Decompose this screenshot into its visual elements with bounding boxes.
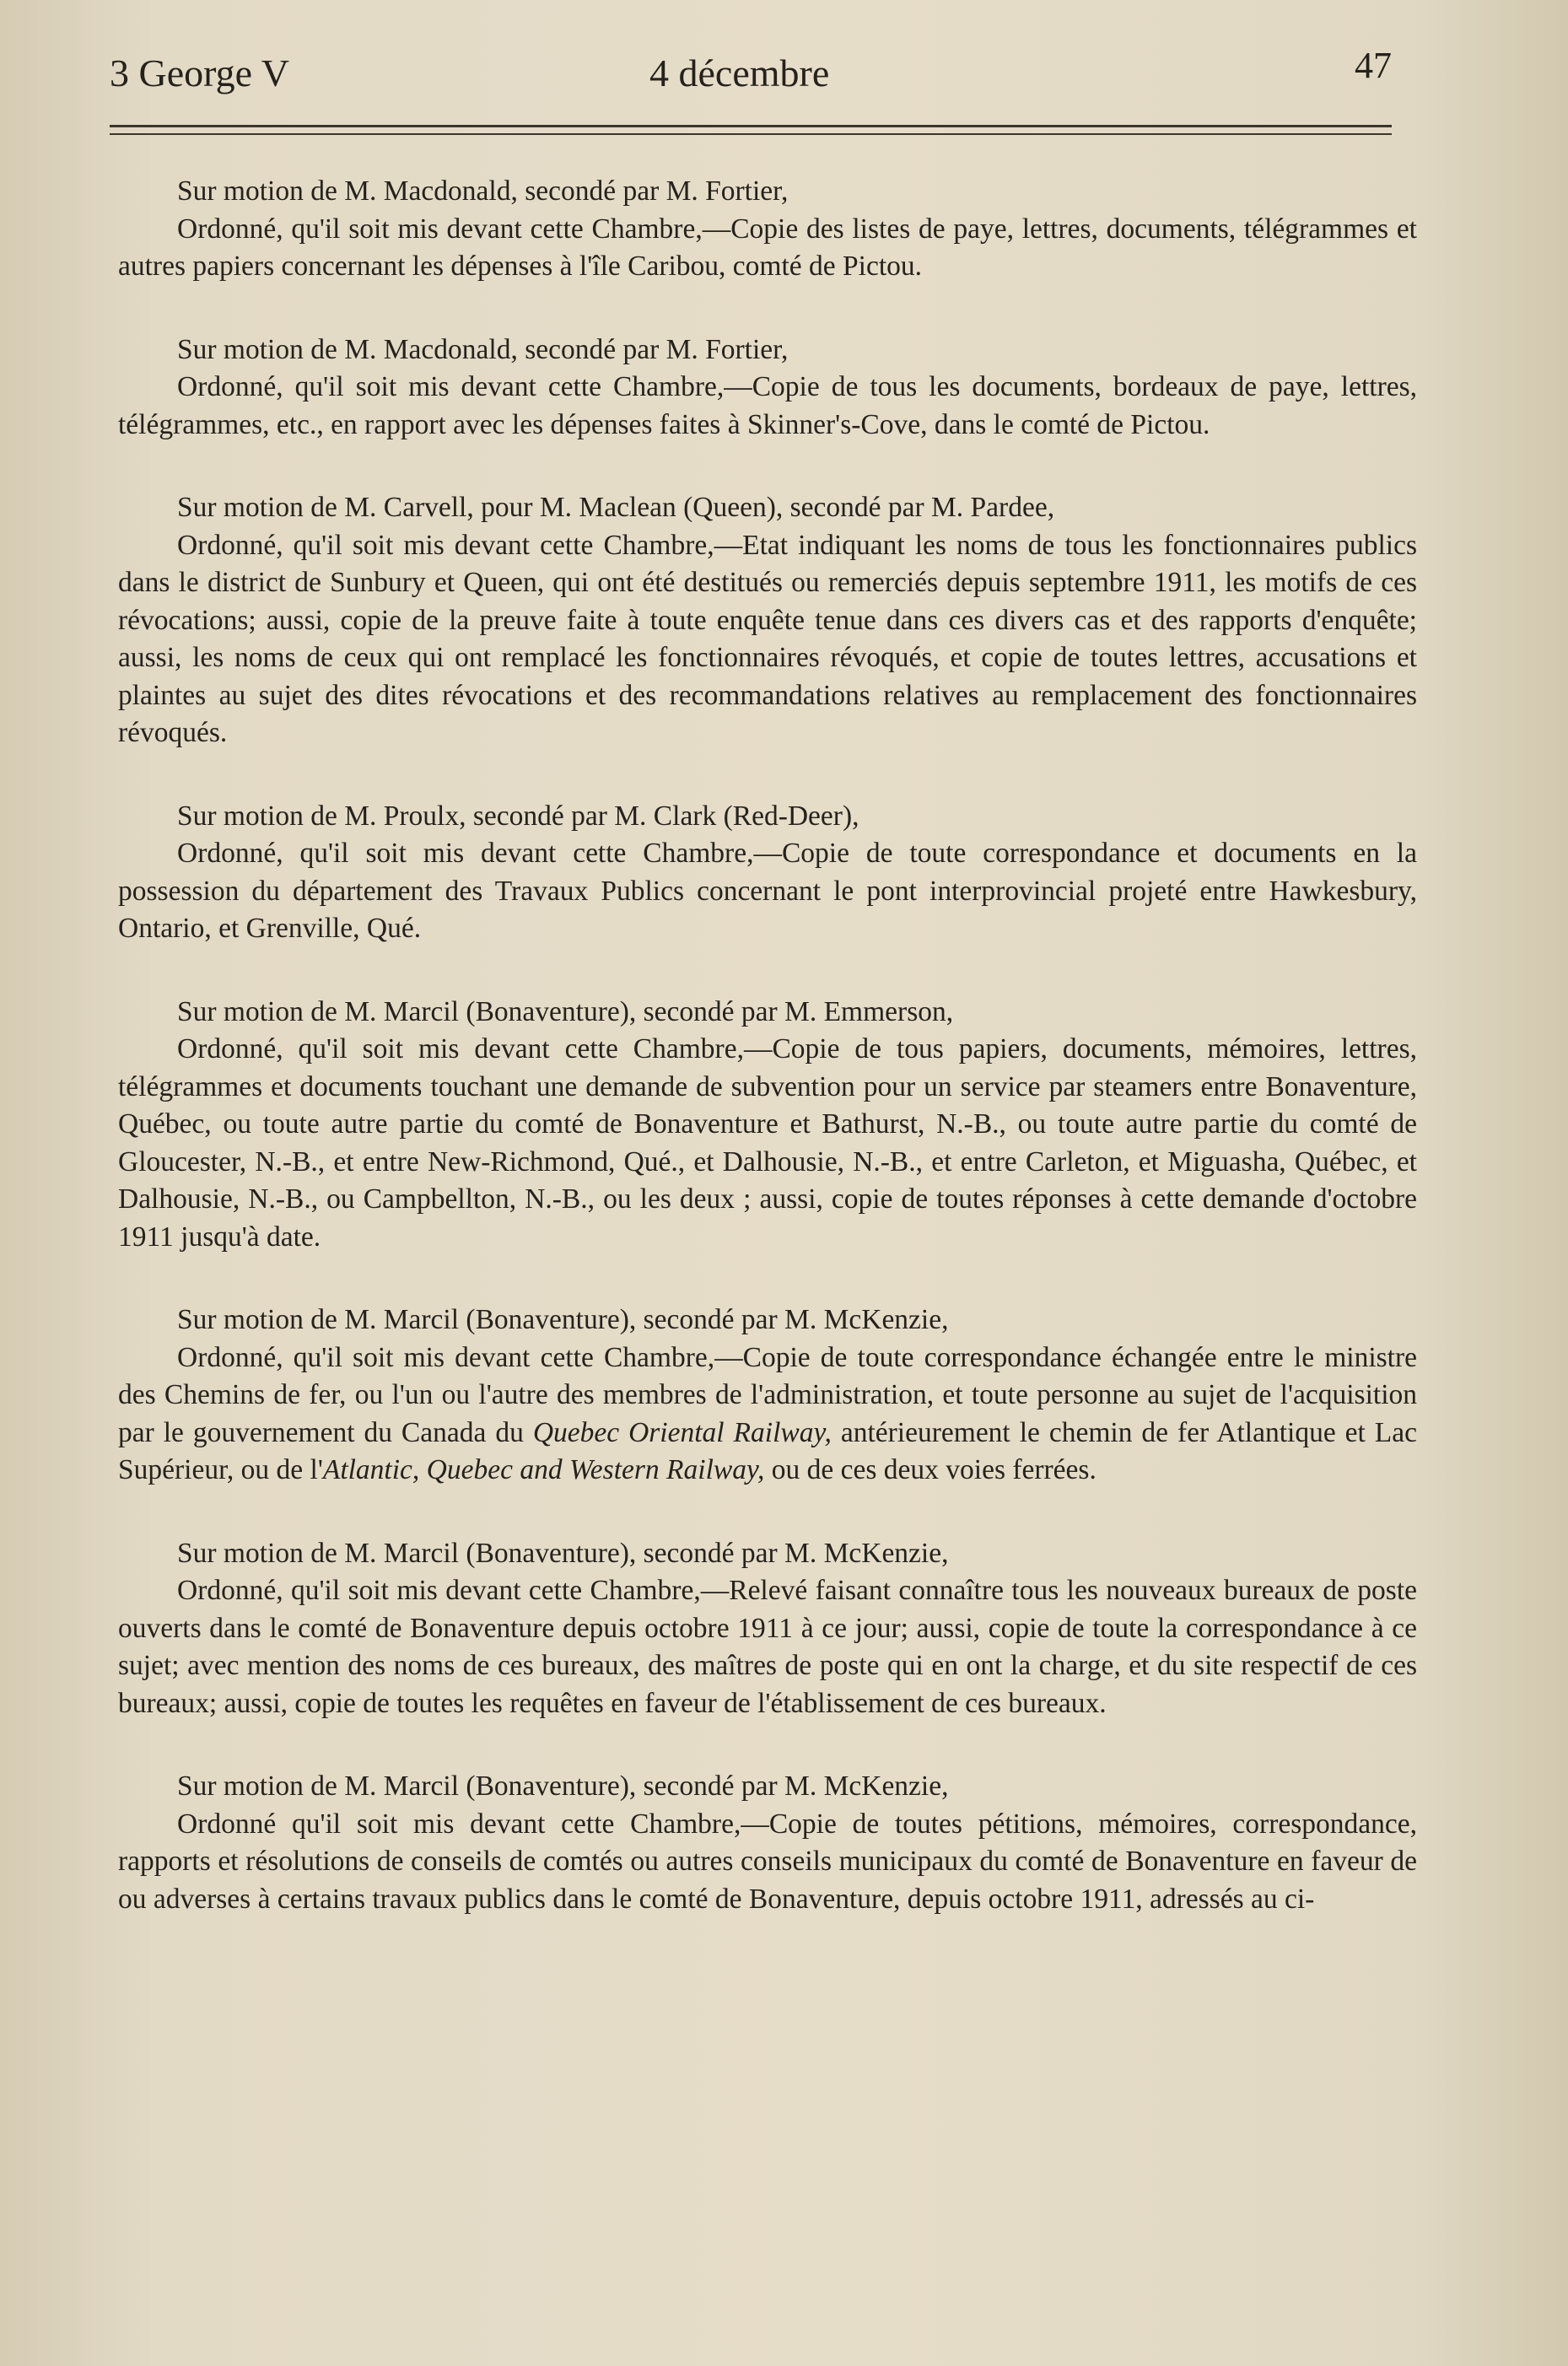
order-text: Ordonné, qu'il soit mis devant cette Chambre,—Copie des listes de paye, lettres, documents, télégrammes et autres papiers concernant les dépenses à l'île Caribou, comté de Pictou. bbox=[118, 213, 1417, 282]
motion-line: Sur motion de M. Marcil (Bonaventure), secondé par M. McKenzie, bbox=[177, 1304, 949, 1335]
motion-line: Sur motion de M. Marcil (Bonaventure), secondé par M. McKenzie, bbox=[177, 1537, 949, 1569]
order-text: Ordonné, qu'il soit mis devant cette Chambre,—Copie de toute correspondance et documents en la possession du département des Travaux Publics concernant le pont interprovincial projeté entre Hawkesbury, Ontario, et Grenville, Qué. bbox=[118, 838, 1417, 944]
motion-entry bbox=[118, 1302, 1417, 1490]
motion-entry bbox=[118, 331, 1417, 445]
order-text-part: antérieurement le chemin de fer Atlantique et Lac Supérieur, ou de l' bbox=[118, 1416, 1418, 1485]
order-text: Ordonné, qu'il soit mis devant cette Chambre,—Relevé faisant connaître tous les nouveaux bureaux de poste ouverts dans le comté de Bonaventure depuis octobre 1911 à ce jour; aussi, copie de toute la correspondance à ce sujet; avec mention des noms de ces bureaux, des maîtres de poste qui en ont la charge, et du site respectif de ces bureaux; aussi, copie de toutes les requêtes en faveur de l'établissement de ces bureaux. bbox=[118, 1575, 1417, 1719]
page-header bbox=[110, 44, 1392, 103]
page-date: 4 décembre bbox=[649, 51, 830, 94]
motion-entry bbox=[118, 994, 1417, 1257]
motion-entry bbox=[118, 1768, 1417, 1918]
motion-line: Sur motion de M. Macdonald, secondé par M. Fortier, bbox=[177, 175, 789, 207]
motion-line: Sur motion de M. Macdonald, secondé par M. Fortier, bbox=[177, 333, 789, 365]
motion-line: Sur motion de M. Proulx, secondé par M. Clark (Red-Deer), bbox=[177, 800, 859, 832]
order-text bbox=[118, 1339, 1417, 1490]
order-text: Ordonné qu'il soit mis devant cette Chambre,—Copie de toutes pétitions, mémoires, correspondance, rapports et résolutions de conseils de comtés ou autres conseils municipaux du comté de Bonaventure en faveur de ou adverses à certains travaux publics dans le comté de Bonaventure, depuis octobre 1911, adressés au ci- bbox=[118, 1808, 1417, 1915]
page-number: 47 bbox=[1355, 45, 1392, 86]
order-text: Ordonné, qu'il soit mis devant cette Chambre,—Copie de tous les documents, bordeaux de paye, lettres, télégrammes, etc., en rapport avec les dépenses faites à Skinner's-Cove, dans le comté de Pictou. bbox=[118, 371, 1417, 440]
railway-name-italic: Quebec Oriental Railway, bbox=[532, 1416, 832, 1448]
order-text: Ordonné, qu'il soit mis devant cette Chambre,—Etat indiquant les noms de tous les fonctionnaires publics dans le district de Sunbury et Queen, qui ont été destitués ou remerciés depuis septembre 1911, les motifs de ces révocations; aussi, copie de la preuve faite à toute enquête tenue dans ces divers cas et des rapports d'enquête; aussi, les noms de ceux qui ont remplacé les fonctionnaires révoqués, et copie de toutes lettres, accusations et plaintes au sujet des dites révocations et des recommandations relatives au remplacement des fonctionnaires révoqués. bbox=[118, 529, 1417, 748]
header-rule-thin bbox=[110, 133, 1392, 135]
motion-line: Sur motion de M. Marcil (Bonaventure), secondé par M. McKenzie, bbox=[177, 1770, 949, 1802]
regnal-year: 3 George V bbox=[110, 51, 289, 94]
order-text-part: Ordonné, qu'il soit mis devant cette Chambre,—Copie de toute correspondance échangée entre le ministre des Chemins de fer, ou l'un ou l'autre des membres de l'administration, et toute personne au sujet de l'acquisition par le gouvernement du Canada du bbox=[118, 1341, 1417, 1448]
motion-entry bbox=[118, 489, 1417, 752]
order-text-part: ou de ces deux voies ferrées. bbox=[764, 1454, 1097, 1485]
order-text: Ordonné, qu'il soit mis devant cette Chambre,—Copie de tous papiers, documents, mémoires, lettres, télégrammes et documents touchant une demande de subvention pour un service par steamers entre Bonaventure, Québec, ou toute autre partie du comté de Bonaventure et Bathurst, N.-B., ou toute autre partie du comté de Gloucester, N.-B., et entre New-Richmond, Qué., et Dalhousie, N.-B., et entre Carleton, et Miguasha, Québec, et Dalhousie, N.-B., ou Campbellton, N.-B., ou les deux ; aussi, copie de toutes réponses à cette demande d'octobre 1911 jusqu'à date. bbox=[118, 1033, 1417, 1253]
motion-entry bbox=[118, 173, 1417, 286]
railway-name-italic: Atlantic, Quebec and Western Railway, bbox=[322, 1454, 765, 1485]
motion-entry bbox=[118, 1535, 1417, 1723]
motion-line: Sur motion de M. Marcil (Bonaventure), secondé par M. Emmerson, bbox=[177, 995, 954, 1027]
header-rule bbox=[110, 125, 1392, 127]
journal-body bbox=[118, 173, 1417, 1964]
motion-entry bbox=[118, 798, 1417, 948]
motion-line: Sur motion de M. Carvell, pour M. Maclean (Queen), secondé par M. Pardee, bbox=[177, 492, 1055, 523]
